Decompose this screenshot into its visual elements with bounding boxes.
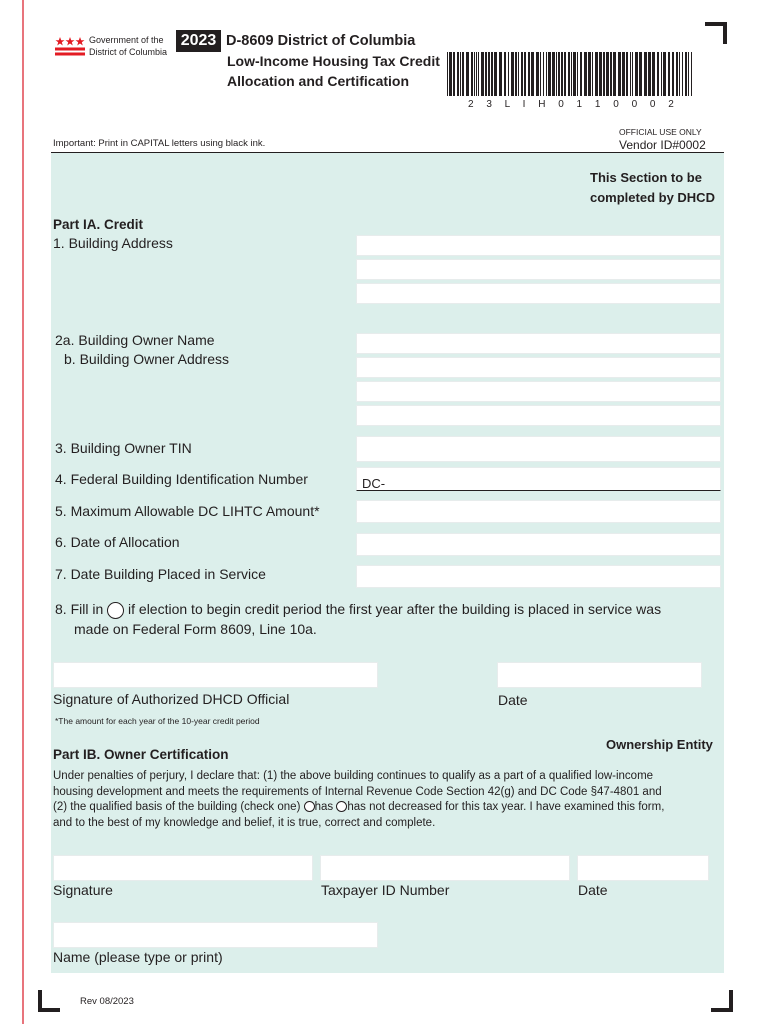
has-not-circle[interactable] <box>336 801 347 812</box>
certification-line3-start: (2) the qualified basis of the building (check one) <box>53 801 301 813</box>
official-use-label: OFFICIAL USE ONLY <box>619 127 702 137</box>
owner-address-field-2[interactable] <box>356 381 721 402</box>
ownership-entity-label: Ownership Entity <box>606 737 713 752</box>
form-title-line1: D-8609 District of Columbia <box>226 33 416 49</box>
certification-line4: and to the best of my knowledge and belief, it is true, correct and complete. <box>53 817 436 829</box>
q3-label: 3. Building Owner TIN <box>55 440 192 456</box>
q2a-label: 2a. Building Owner Name <box>55 332 215 348</box>
gov-line1: Government of the <box>89 35 164 45</box>
vendor-id: Vendor ID#0002 <box>619 138 706 152</box>
date-allocation-field[interactable] <box>356 533 721 556</box>
has-circle[interactable] <box>304 801 315 812</box>
building-address-field-2[interactable] <box>356 259 721 280</box>
instruction-text: Important: Print in CAPITAL letters using black ink. <box>53 138 266 149</box>
taxpayer-id-label: Taxpayer ID Number <box>321 882 450 898</box>
owner-address-field-3[interactable] <box>356 405 721 426</box>
q8-label-line2: made on Federal Form 8609, Line 10a. <box>74 621 317 637</box>
taxpayer-id-field[interactable] <box>320 855 570 881</box>
part-ib-title: Part IB. Owner Certification <box>53 747 229 762</box>
owner-name-field[interactable] <box>356 333 721 354</box>
owner-signature-label: Signature <box>53 882 113 898</box>
certification-line3-end: has not decreased for this tax year. I have examined this form, <box>347 801 665 813</box>
has-label: has <box>314 801 334 813</box>
q8-label-start: 8. Fill in <box>55 601 104 617</box>
printed-name-field[interactable] <box>53 922 378 948</box>
q7-label: 7. Date Building Placed in Service <box>55 566 266 582</box>
date-placed-service-field[interactable] <box>356 565 721 588</box>
owner-address-field-1[interactable] <box>356 357 721 378</box>
revision-label: Rev 08/2023 <box>80 996 134 1007</box>
q8-label-end: if election to begin credit period the first year after the building is placed in service was <box>128 601 662 617</box>
q5-label: 5. Maximum Allowable DC LIHTC Amount* <box>55 503 320 519</box>
certification-line1: Under penalties of perjury, I declare that: (1) the above building continues to qualify as a part of a qualified low-income <box>53 770 654 782</box>
dhcd-signature-label: Signature of Authorized DHCD Official <box>53 691 290 707</box>
q4-label: 4. Federal Building Identification Number <box>55 471 308 487</box>
part-ia-title: Part IA. Credit <box>53 217 144 232</box>
corner-mark-top-right <box>705 22 727 44</box>
building-id-prefix: DC- <box>362 476 386 491</box>
corner-mark-bottom-right <box>711 990 733 1012</box>
dhcd-date-field[interactable] <box>497 662 702 688</box>
owner-signature-field[interactable] <box>53 855 313 881</box>
q1-label: 1. Building Address <box>53 235 173 251</box>
year-badge: 2023 <box>176 30 221 52</box>
certification-line2: housing development and meets the requirements of Internal Revenue Code Section 42(g) and DC Code §47-4801 and <box>53 786 662 798</box>
certification-line3 <box>53 801 664 813</box>
gov-line2: District of Columbia <box>89 47 168 57</box>
corner-mark-bottom-left <box>38 990 60 1012</box>
building-id-field[interactable] <box>356 467 721 491</box>
dhcd-signature-field[interactable] <box>53 662 378 688</box>
form-title-line3: Allocation and Certification <box>227 73 410 89</box>
building-address-field-3[interactable] <box>356 283 721 304</box>
section-top-rule <box>51 152 724 153</box>
barcode <box>447 52 695 96</box>
building-address-field-1[interactable] <box>356 235 721 256</box>
barcode-text: 2 3 L I H 0 1 1 0 0 0 2 <box>468 99 679 110</box>
form-title-line2: Low-Income Housing Tax Credit <box>227 53 440 69</box>
dc-flag-logo <box>55 36 85 56</box>
election-circle[interactable] <box>107 602 124 619</box>
printed-name-label: Name (please type or print) <box>53 949 223 965</box>
q6-label: 6. Date of Allocation <box>55 534 180 550</box>
margin-line <box>22 0 24 1024</box>
dhcd-note-line2: completed by DHCD <box>590 190 715 205</box>
owner-date-field[interactable] <box>577 855 709 881</box>
owner-tin-field[interactable] <box>356 436 721 462</box>
q2b-label: b. Building Owner Address <box>64 351 229 367</box>
dhcd-date-label: Date <box>498 692 528 708</box>
owner-date-label: Date <box>578 882 608 898</box>
dhcd-note-line1: This Section to be <box>590 170 702 185</box>
footnote: *The amount for each year of the 10-year credit period <box>55 716 260 726</box>
max-lihtc-amount-field[interactable] <box>356 500 721 523</box>
q8-row <box>55 601 661 619</box>
